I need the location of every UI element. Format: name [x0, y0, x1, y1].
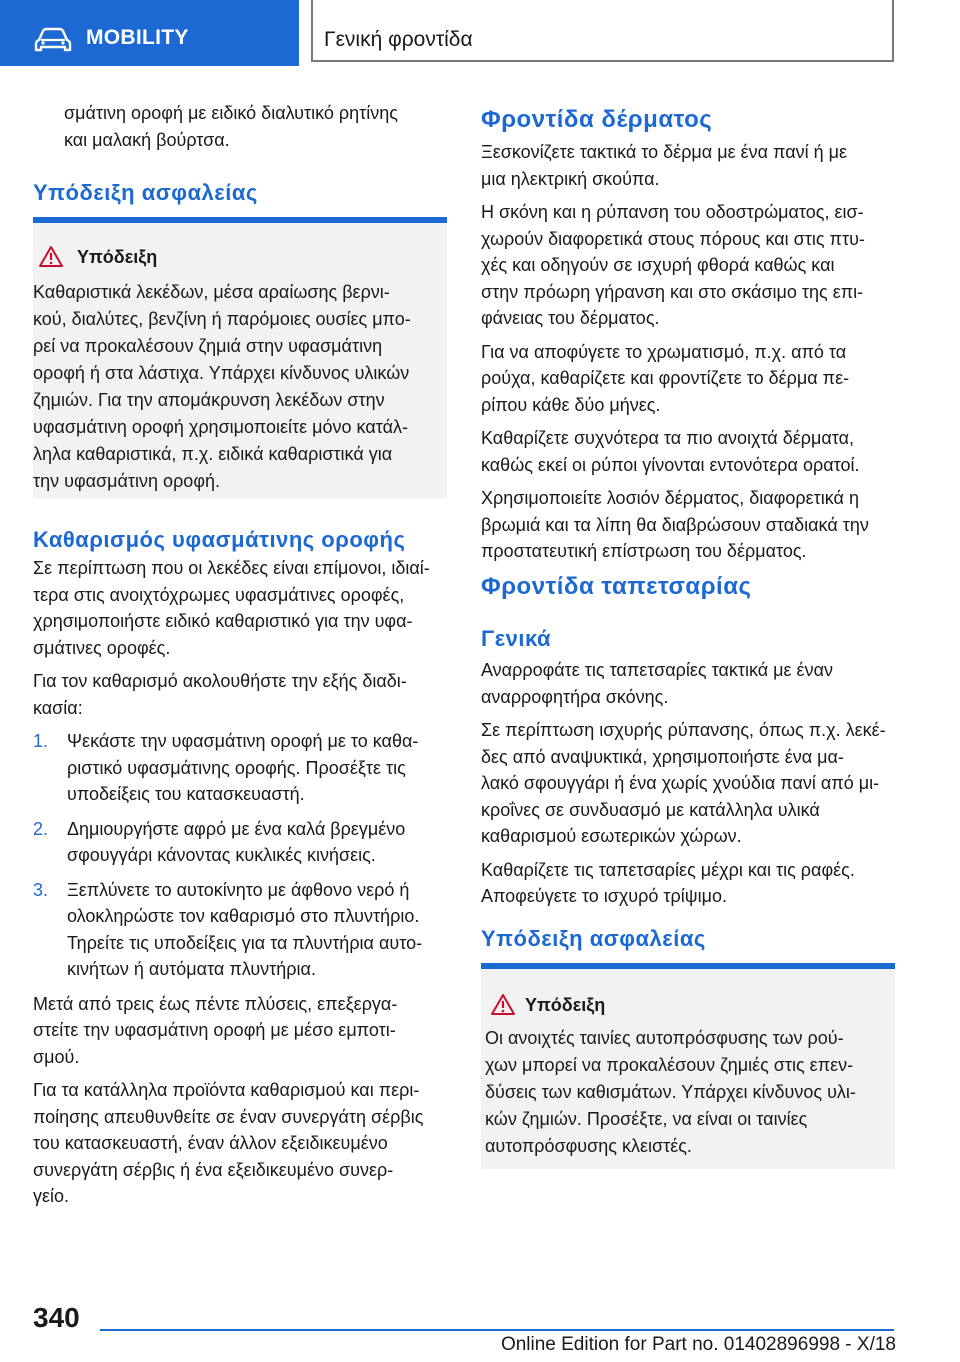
text-line: λακό σφουγγάρι ή ένα χωρίς χνούδια πανί από μι- — [481, 773, 880, 793]
text-line: Για τον καθαρισμό ακολουθήστε την εξής διαδι- — [33, 671, 407, 691]
text-line: Για να αποφύγετε το χρωματισμό, π.χ. από τα — [481, 341, 847, 362]
text-line: χων μπορεί να προκαλέσουν ζημιές στις επεν- — [485, 1055, 854, 1075]
text-line: προστατευτική επίστρωση του δέρματος. — [481, 541, 807, 561]
text-line: του κατασκευαστή, έναν άλλον εξειδικευμένο — [33, 1133, 388, 1153]
paragraph — [481, 139, 895, 192]
text-line: καθώς εκεί οι ρύποι γίνονται εντονότερα ορατοί. — [481, 454, 860, 475]
text-line: γείο. — [33, 1186, 70, 1206]
upholstery-body — [481, 657, 895, 917]
warning-title: Υπόδειξη — [77, 247, 158, 267]
text-line: φάνειας του δέρματος. — [481, 308, 660, 328]
section-tab-label: MOBILITY — [86, 26, 189, 49]
page-header-title: Γενική φροντίδα — [324, 28, 473, 51]
text-line: Χρησιμοποιείτε λοσιόν δέρματος, διαφορετικά η — [481, 488, 859, 508]
warning-box — [481, 963, 895, 1169]
text-line: κών ζημιών. Προσέξτε, να είναι οι ταινίες — [485, 1109, 808, 1129]
text-line: ζημιών. Για την απομάκρυνση λεκέδων στην — [33, 390, 385, 410]
warning-text — [485, 1025, 895, 1160]
text-line: ληλα καθαριστικά, π.χ. ειδικά καθαριστικά για — [33, 444, 393, 464]
text-line: κασία: — [33, 697, 83, 718]
text-line: μια ηλεκτρική σκούπα. — [481, 168, 660, 189]
text-line: συνεργάτη σέρβις ή ένα εξειδικευμένο συνερ- — [33, 1159, 394, 1180]
warning-triangle-icon — [491, 993, 515, 1015]
text-line: ρίπου κάθε δύο μήνες. — [481, 394, 661, 415]
leather-body — [481, 139, 895, 572]
list-item — [33, 728, 447, 808]
text-line: και μαλακή βούρτσα. — [64, 129, 230, 150]
text-line: σφουγγάρι κάνοντας κυκλικές κινήσεις. — [67, 845, 376, 865]
intro-continuation — [64, 100, 447, 153]
section-heading-upholstery: Φροντίδα ταπετσαρίας — [481, 573, 752, 600]
section-heading-safety-2: Υπόδειξη ασφαλείας — [481, 926, 706, 951]
subsection-heading-general: Γενικά — [481, 626, 552, 651]
page-number: 340 — [33, 1302, 80, 1333]
text-line: Τηρείτε τις υποδείξεις για τα πλυντήρια αυτο- — [67, 932, 423, 953]
text-line: Οι ανοιχτές ταινίες αυτοπρόσφυσης των ρού- — [485, 1028, 844, 1048]
section-heading-safety: Υπόδειξη ασφαλείας — [33, 180, 258, 205]
text-line: κροΐνες σε συνδυασμό με κατάλληλα υλικά — [481, 799, 820, 820]
text-line: στείτε την υφασμάτινη οροφή με μέσο εμποτι- — [33, 1020, 396, 1040]
text-line: Ξεσκονίζετε τακτικά το δέρμα με ένα πανί ή με — [481, 142, 848, 162]
text-line: την υφασμάτινη οροφή. — [33, 471, 220, 491]
list-item — [33, 816, 447, 869]
warning-box — [33, 217, 447, 499]
warning-text — [33, 279, 447, 495]
text-line: υφασμάτινη οροφή χρησιμοποιείτε μόνο κατάλ- — [33, 417, 408, 437]
section-tab[interactable] — [0, 0, 299, 66]
step-number: 2. — [33, 818, 49, 839]
text-line: κού, διαλύτες, βενζίνη ή παρόμοιες ουσίες μπο- — [33, 309, 411, 329]
paragraph — [33, 991, 447, 1071]
text-line: αυτοπρόσφυσης κλειστές. — [485, 1136, 692, 1156]
warning-box-rule — [33, 217, 447, 223]
text-line: αναρροφητήρα σκόνης. — [481, 686, 669, 707]
text-line: ποίησης απευθυνθείτε σε έναν συνεργάτη σέρβις — [33, 1106, 424, 1127]
text-line: Ψεκάστε την υφασμάτινη οροφή με το καθα- — [67, 731, 419, 751]
step-list — [33, 728, 447, 983]
text-line: ρεί να προκαλέσουν ζημιά στην υφασμάτινη — [33, 336, 383, 356]
text-line: δύσεις των καθισμάτων. Υπάρχει κίνδυνος υλι- — [485, 1082, 856, 1102]
text-line: δες από αναψυκτικά, χρησιμοποιήστε ένα μα- — [481, 746, 844, 767]
text-line: Δημιουργήστε αφρό με ένα καλά βρεγμένο — [67, 818, 406, 839]
text-line: Μετά από τρεις έως πέντε πλύσεις, επεξεργα- — [33, 993, 398, 1014]
text-line: Αναρροφάτε τις ταπετσαρίες τακτικά με έναν — [481, 660, 833, 680]
paragraph — [481, 485, 895, 565]
roof-body — [33, 555, 447, 1217]
text-line: Η σκόνη και η ρύπανση του οδοστρώματος, εισ- — [481, 202, 864, 222]
text-line: χές και οδηγούν σε ισχυρή φθορά καθώς και — [481, 255, 835, 275]
text-line: υποδείξεις του κατασκευαστή. — [67, 784, 305, 804]
text-line: Σε περίπτωση που οι λεκέδες είναι επίμονοι, ιδιαί- — [33, 558, 430, 578]
text-line: ολοκληρώστε τον καθαρισμό στο πλυντήριο. — [67, 906, 420, 926]
text-line: ρούχα, καθαρίζετε και φροντίζετε το δέρμα πε- — [481, 368, 850, 388]
text-line: στην πρόωρη γήρανση και στο σκάσιμο της επι- — [481, 281, 864, 302]
car-icon — [34, 27, 72, 53]
text-line: Καθαριστικά λεκέδων, μέσα αραίωσης βερνι- — [33, 282, 390, 302]
text-line: σμάτινη οροφή με ειδικό διαλυτικό ρητίνης — [64, 103, 398, 123]
text-line: οροφή ή στα λάστιχα. Υπάρχει κίνδυνος υλικών — [33, 363, 410, 383]
text-line: Καθαρίζετε τις ταπετσαρίες μέχρι και τις ραφές. — [481, 859, 855, 880]
text-line: χρησιμοποιήστε ειδικό καθαριστικό για την υφα- — [33, 611, 413, 631]
text-line: Ξεπλύνετε το αυτοκίνητο με άφθονο νερό ή — [67, 879, 410, 900]
text-line: τερα στις ανοιχτόχρωμες υφασμάτινες οροφές, — [33, 584, 405, 605]
paragraph — [481, 657, 895, 710]
paragraph — [481, 425, 895, 478]
section-heading-leather: Φροντίδα δέρματος — [481, 106, 713, 133]
text-line: ριστικό υφασμάτινης οροφής. Προσέξτε τις — [67, 757, 406, 778]
text-line: βρωμιά και τα λίπη θα διαβρώσουν σταδιακά την — [481, 514, 869, 535]
paragraph — [481, 717, 895, 850]
step-number: 1. — [33, 731, 49, 751]
section-heading-roof: Καθαρισμός υφασμάτινης οροφής — [33, 527, 406, 552]
warning-title: Υπόδειξη — [525, 995, 606, 1015]
paragraph — [33, 1077, 447, 1210]
paragraph — [481, 857, 895, 910]
footer-rule — [100, 1329, 894, 1331]
warning-box-rule — [481, 963, 895, 969]
warning-triangle-icon — [39, 245, 63, 267]
list-item — [33, 877, 447, 983]
footer-edition: Online Edition for Part no. 01402896998 - X/18 — [500, 1334, 896, 1355]
text-line: χωρούν διαφορετικά στους πόρους και στις πτυ- — [481, 228, 865, 249]
text-line: κινήτων ή αυτόματα πλυντήρια. — [67, 959, 316, 979]
paragraph — [481, 199, 895, 332]
text-line: Για τα κατάλληλα προϊόντα καθαρισμού και περι- — [33, 1080, 420, 1100]
text-line: Σε περίπτωση ισχυρής ρύπανσης, όπως π.χ. λεκέ- — [481, 720, 886, 740]
step-number: 3. — [33, 879, 49, 900]
text-line: σμάτινες οροφές. — [33, 637, 171, 658]
text-line: καθαρισμού εσωτερικών χώρων. — [481, 826, 742, 846]
text-line: Αποφεύγετε το ισχυρό τρίψιμο. — [481, 886, 727, 906]
text-line: Καθαρίζετε συχνότερα τα πιο ανοιχτά δέρματα, — [481, 428, 855, 448]
paragraph — [481, 339, 895, 419]
paragraph — [33, 555, 447, 661]
text-line: σμού. — [33, 1046, 80, 1067]
paragraph — [33, 668, 447, 721]
